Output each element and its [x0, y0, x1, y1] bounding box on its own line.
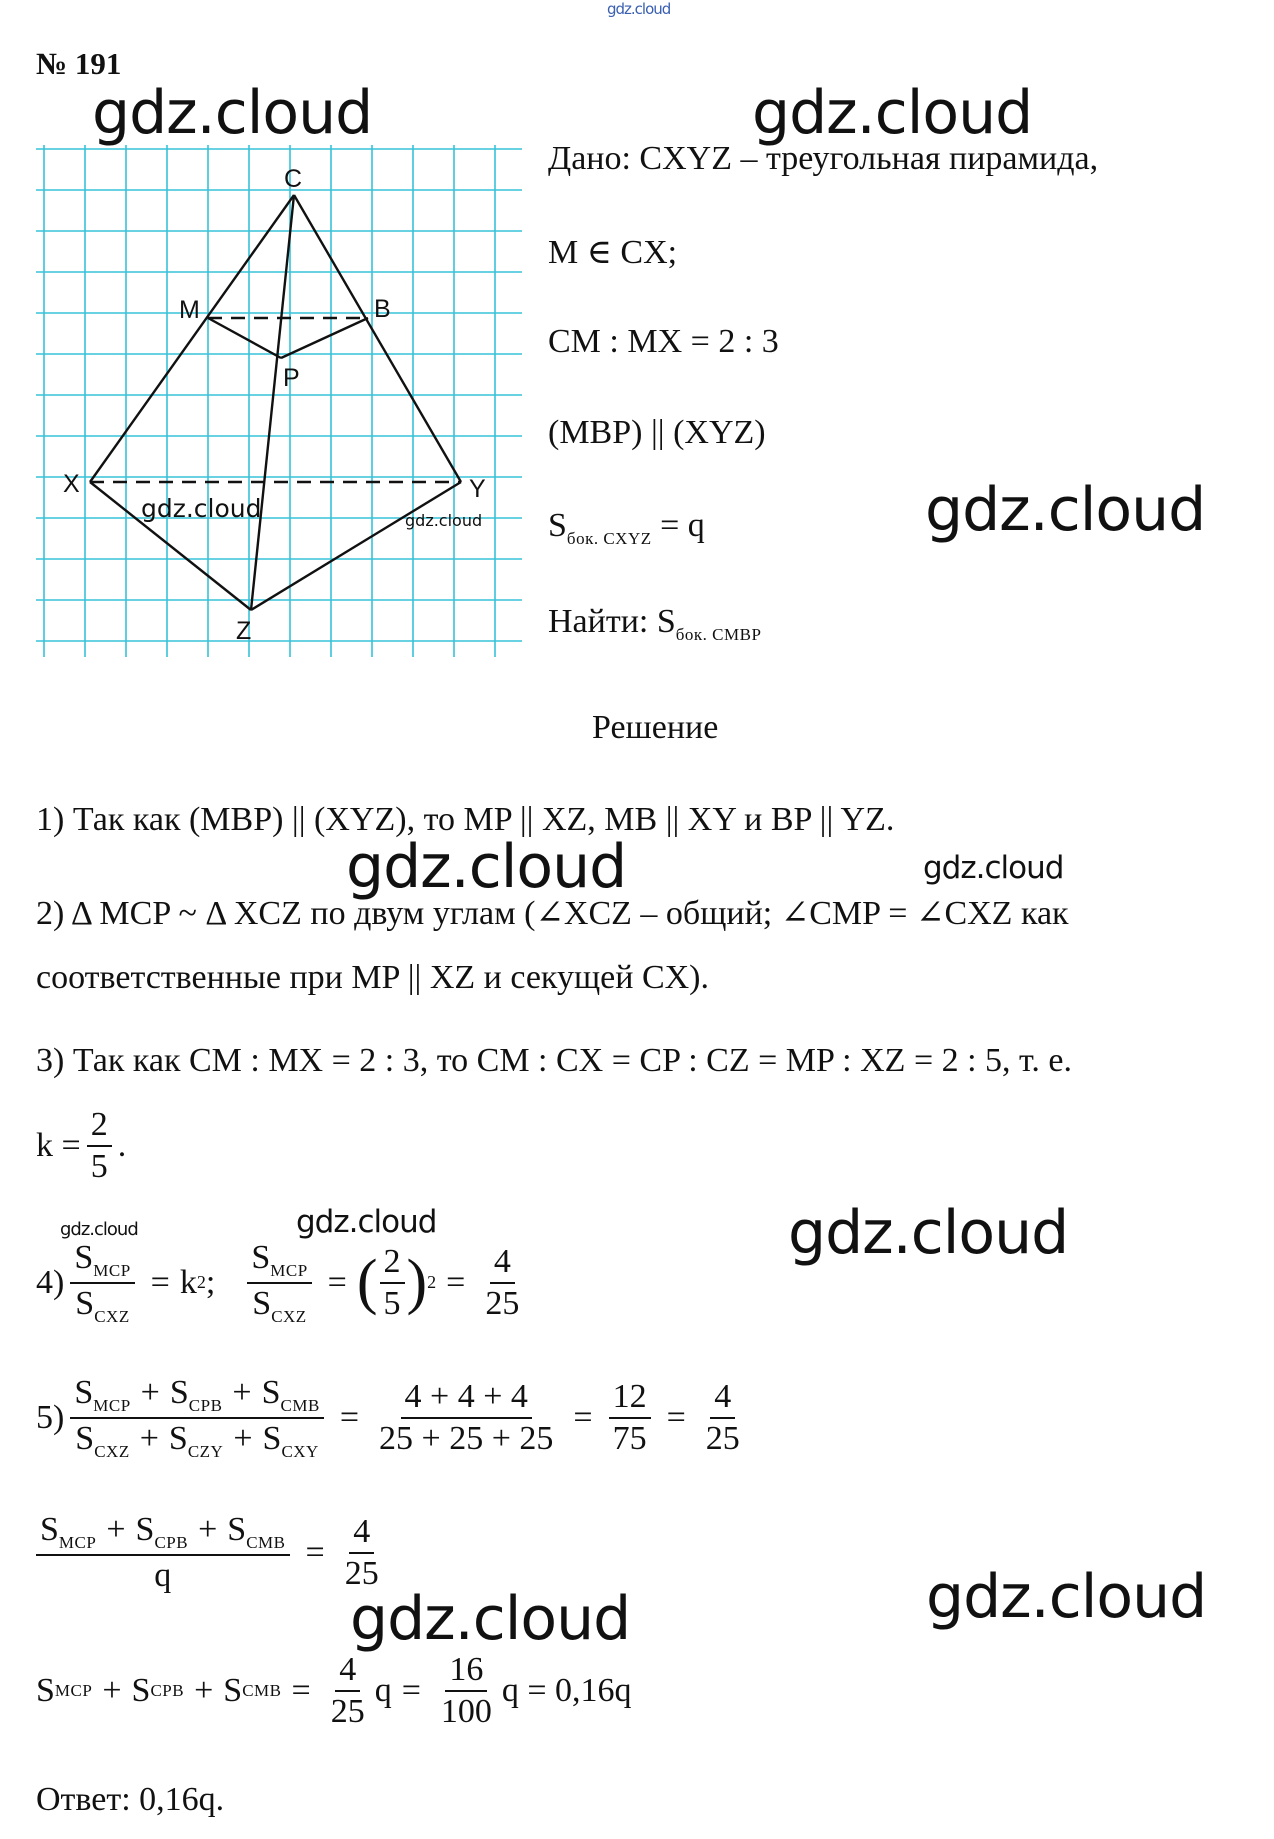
watermark: gdz.cloud	[346, 832, 627, 902]
given-line-1: Дано: CXYZ – треугольная пирамида,	[548, 140, 1099, 177]
step-3: 3) Так как CM : MX = 2 : 3, то CM : CX = CP : CZ = MP : XZ = 2 : 5, т. е.	[36, 1042, 1072, 1079]
watermark: gdz.cloud	[923, 850, 1064, 886]
final-result: S MCP + S CPB + S CMB = $\frac{4}{25}$ q = $\frac{16}{100}$ q = 0,16q	[36, 1651, 632, 1730]
edge-cx	[90, 195, 294, 482]
given-line-5: $S_{бок. CXYZ} = q$	[548, 507, 705, 548]
label-c: C	[284, 165, 303, 193]
label-p: P	[283, 364, 300, 392]
edge-yz	[251, 482, 461, 610]
given-line-4: (MBP) || (XYZ)	[548, 414, 766, 451]
find-line: Найти: $S_{бок. CMBP}$	[548, 603, 762, 644]
pyramid-diagram	[36, 135, 522, 657]
step-4: 4) $\frac{S_{MCP}}{S_{CXZ}}$ = k 2 ; $\frac{S_{MCP}}{S_{CXZ}}$ = ( $\frac{2}{5}$ ) 2 = $\frac{4}{25}$	[36, 1239, 520, 1326]
step-2a: 2) Δ MCP ~ Δ XCZ по двум углам (∠XCZ – общий; ∠CMP = ∠CXZ как	[36, 895, 1069, 932]
watermark: gdz.cloud	[925, 475, 1206, 545]
edge-mp	[208, 318, 281, 358]
solution-heading: Решение	[592, 709, 719, 746]
sum-over-q: $\frac{S_{MCP} + S_{CPB} + S_{CMB}}{q}$ = $\frac{4}{25}$	[36, 1512, 389, 1594]
step-1: 1) Так как (MBP) || (XYZ), то MP || XZ, MB || XY и BP || YZ.	[36, 801, 895, 838]
given-line-3: CM : MX = 2 : 3	[548, 323, 779, 360]
problem-number: № 191	[36, 46, 122, 81]
label-x: X	[63, 470, 80, 498]
label-m: M	[179, 296, 200, 324]
k-value: k = $\frac{2}{5}$ .	[36, 1106, 127, 1185]
step-5: 5) $\frac{S_{MCP} + S_{CPB} + S_{CMB}}{S_{CXZ} + S_{CZY} + S_{CXY}}$ = $\frac{4 + 4 + 4}{25 + 25 + 25}$ = $\frac{12}{75}$ = $\frac{4}{25}$	[36, 1374, 740, 1461]
step-2b: соответственные при MP || XZ и секущей CX).	[36, 959, 709, 996]
given-line-2: M ∈ CX;	[548, 234, 678, 271]
diagram-watermark: gdz.cloud	[141, 494, 262, 523]
watermark: gdz.cloud	[296, 1204, 437, 1240]
watermark: gdz.cloud	[60, 1219, 138, 1240]
edge-bp	[281, 318, 368, 358]
label-b: B	[374, 295, 391, 323]
answer: Ответ: 0,16q.	[36, 1781, 225, 1818]
diagram-watermark-small: gdz.cloud	[405, 511, 483, 530]
label-z: Z	[236, 617, 252, 645]
grid	[36, 145, 522, 657]
watermark: gdz.cloud	[752, 78, 1033, 148]
watermark: gdz.cloud	[92, 78, 373, 148]
top-watermark: gdz.cloud	[607, 0, 671, 18]
watermark: gdz.cloud	[350, 1584, 631, 1654]
edge-cz	[251, 195, 294, 610]
watermark: gdz.cloud	[788, 1198, 1069, 1268]
watermark: gdz.cloud	[926, 1562, 1207, 1632]
label-y: Y	[469, 475, 486, 503]
edge-cy	[294, 195, 461, 482]
